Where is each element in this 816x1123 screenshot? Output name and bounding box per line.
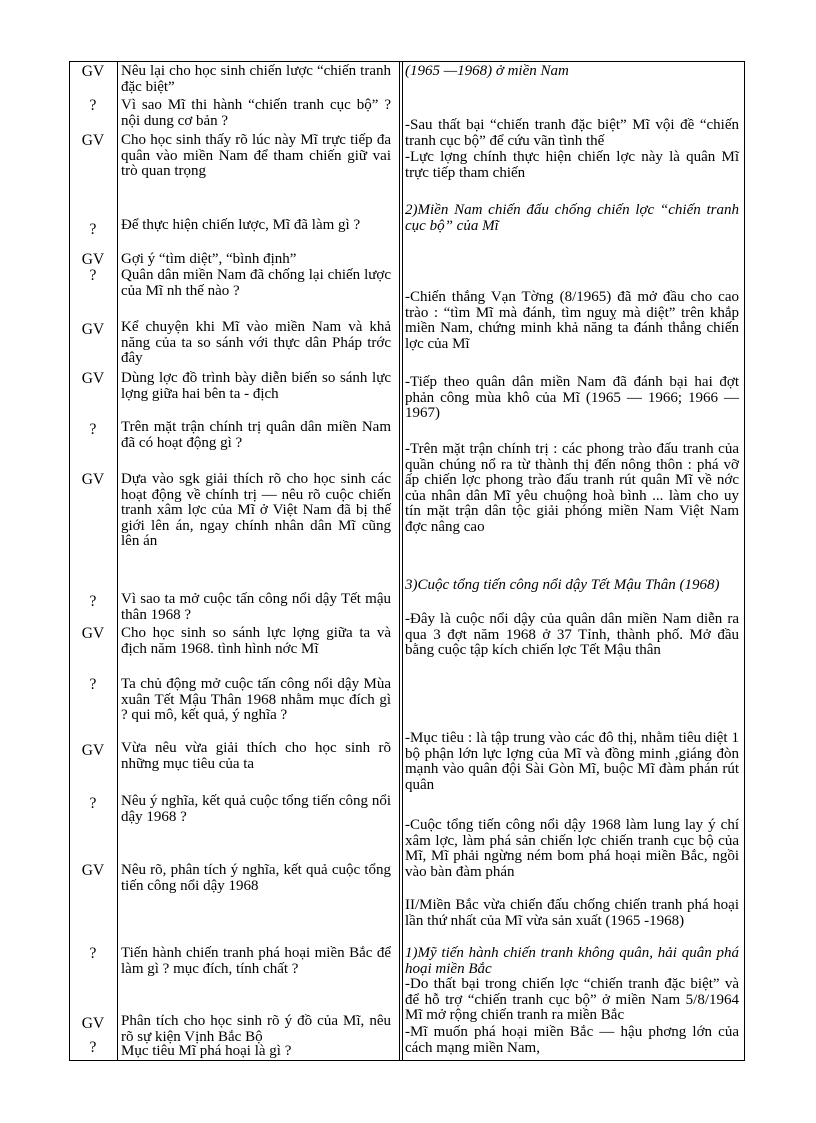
activity-text: Nêu lại cho học sinh chiến lược “chiến tranh đặc biệt” [121,63,391,95]
activity-text: Nêu ý nghĩa, kết quả cuộc tổng tiến công nổi dậy 1968 ? [121,793,391,825]
role-label: GV [81,132,105,149]
activity-text: Nêu rõ, phân tích ý nghĩa, kết quả cuộc tổng tiến công nổi dậy 1968 [121,862,391,894]
content-text: -Cuộc tổng tiến công nổi dậy 1968 làm lung lay ý chí xâm lợc, làm phá sản chiến lợc chiến tranh cục bộ của Mĩ, Mĩ phải ngừng ném bom phá hoại miền Bắc, ngồi vào bàn đàm phán [405,817,739,880]
content-text: -Sau thất bại “chiến tranh đặc biệt” Mĩ vội đề “chiến tranh cục bộ” để cứu vãn tình thế [405,117,739,149]
column-divider-2b [402,61,403,1061]
content-heading: 1)Mỹ tiến hành chiến tranh không quân, hải quân phá hoại miền Bắc [405,945,739,977]
role-label: GV [81,1015,105,1032]
activity-text: Quân dân miền Nam đã chống lại chiến lược của Mĩ nh thế nào ? [121,267,391,299]
activity-text: Kể chuyện khi Mĩ vào miền Nam và khả năng của ta so sánh với thực dân Pháp trớc đây [121,319,391,367]
content-text: -Lực lợng chính thực hiện chiến lợc này là quân Mĩ trực tiếp tham chiến [405,149,739,181]
activity-text: Vì sao ta mở cuộc tấn công nổi dậy Tết mậu thân 1968 ? [121,591,391,623]
role-label: ? [89,945,97,962]
role-label: ? [89,676,97,693]
role-label: ? [89,267,97,284]
role-label: ? [89,97,97,114]
activity-text: Cho học sinh so sánh lực lợng giữa ta và địch năm 1968. tình hình nớc Mĩ [121,625,391,657]
content-text: -Đây là cuộc nổi dậy của quân dân miền Nam diễn ra qua 3 đợt năm 1968 ở 37 Tỉnh, thành phố. Mở đầu bằng cuộc tập kích chiến lợc Tết Mậu thân [405,611,739,659]
role-label: GV [81,625,105,642]
role-label: ? [89,593,97,610]
activity-text: Vừa nêu vừa giải thích cho học sinh rõ những mục tiêu của ta [121,740,391,772]
content-text: -Mĩ muốn phá hoại miền Bắc — hậu phơng lớn của cách mạng miền Nam, [405,1025,739,1056]
content-text: -Tiếp theo quân dân miền Nam đã đánh bại hai đợt phản công mùa khô của Mĩ (1965 — 1966; 1966 — 1967) [405,374,739,422]
content-heading: (1965 —1968) ở miền Nam [405,63,569,79]
role-label: GV [81,251,105,268]
content-heading: 3)Cuộc tổng tiến công nổi dậy Tết Mậu Thân (1968) [405,577,720,593]
activity-text: Mục tiêu Mĩ phá hoại là gì ? [121,1043,292,1059]
table-border-right [744,61,745,1061]
activity-text: Cho học sinh thấy rõ lúc này Mĩ trực tiếp đa quân vào miền Nam để tham chiến giữ vai trò quan trọng [121,132,391,180]
activity-text: Gợi ý “tìm diệt”, “bình định” [121,251,297,267]
content-text: -Do thất bại trong chiến lợc “chiến tranh đặc biệt” và để hỗ trợ “chiến tranh cục bộ” ở miền Nam 5/8/1964 Mĩ mở rộng chiến tranh ra miền Bắc [405,976,739,1024]
content-text: -Chiến thắng Vạn Tờng (8/1965) đã mở đầu cho cao trào : “tìm Mĩ mà đánh, tìm nguỵ mà diệt” trên khắp miền Nam, chứng minh khả năng ta đánh thắng chiến lợc của Mĩ [405,289,739,352]
activity-text: Vì sao Mĩ thi hành “chiến tranh cục bộ” ? nội dung cơ bản ? [121,97,391,129]
content-text: II/Miền Bắc vừa chiến đấu chống chiến tranh phá hoại lần thứ nhất của Mĩ vừa sản xuất (1965 -1968) [405,897,739,929]
table-border-top [69,61,744,62]
role-label: GV [81,862,105,879]
content-heading: 2)Miền Nam chiến đấu chống chiến lợc “chiến tranh cục bộ” của Mĩ [405,202,739,234]
role-label: GV [81,370,105,387]
table-border-left [69,61,70,1061]
role-label: GV [81,321,105,338]
column-divider-2 [399,61,400,1061]
activity-text: Để thực hiện chiến lược, Mĩ đã làm gì ? [121,217,361,233]
activity-text: Dựa vào sgk giải thích rõ cho học sinh các hoạt động về chính trị — nêu rõ cuộc chiến tranh xâm lợc của Mĩ ở Việt Nam đã bị thế giới lên án, ngay chính nhân dân Mĩ cũng lên án [121,471,391,550]
column-divider-1 [117,61,118,1061]
role-label: ? [89,795,97,812]
content-text: -Mục tiêu : là tập trung vào các đô thị, nhằm tiêu diệt 1 bộ phận lớn lực lợng của Mĩ và đồng minh ,giáng đòn mạnh vào quân đội Sài Gòn Mĩ, buộc Mĩ đàm phán rút quân [405,730,739,793]
table-border-bottom [69,1060,744,1061]
activity-text: Ta chủ động mở cuộc tấn công nổi dậy Mùa xuân Tết Mậu Thân 1968 nhằm mục đích gì ? qui mô, kết quả, ý nghĩa ? [121,676,391,724]
activity-text: Trên mặt trận chính trị quân dân miền Nam đã có hoạt động gì ? [121,419,391,451]
content-text: -Trên mặt trận chính trị : các phong trào đấu tranh của quần chúng nổ ra từ thành thị đến nông thôn : phá vỡ ấp chiến lợc phong trào đấu tranh rút quân Mĩ về nớc của nhân dân Mĩ yêu chuộng hoà bình ... làm cho uy tín mặt trận dân tộc giải phóng miền Nam Việt Nam đợc nâng cao [405,441,739,535]
activity-text: Tiến hành chiến tranh phá hoại miền Bắc để làm gì ? mục đích, tính chất ? [121,945,391,977]
role-label: GV [81,742,105,759]
activity-text: Dùng lợc đồ trình bày diễn biến so sánh lực lợng giữa hai bên ta - địch [121,370,391,402]
activity-text: Phân tích cho học sinh rõ ý đồ của Mĩ, nêu rõ sự kiện Vịnh Bắc Bộ [121,1013,391,1045]
role-label: ? [89,221,97,238]
role-label: ? [89,421,97,438]
role-label: GV [81,63,105,80]
role-label: GV [81,471,105,488]
role-label: ? [89,1039,97,1056]
